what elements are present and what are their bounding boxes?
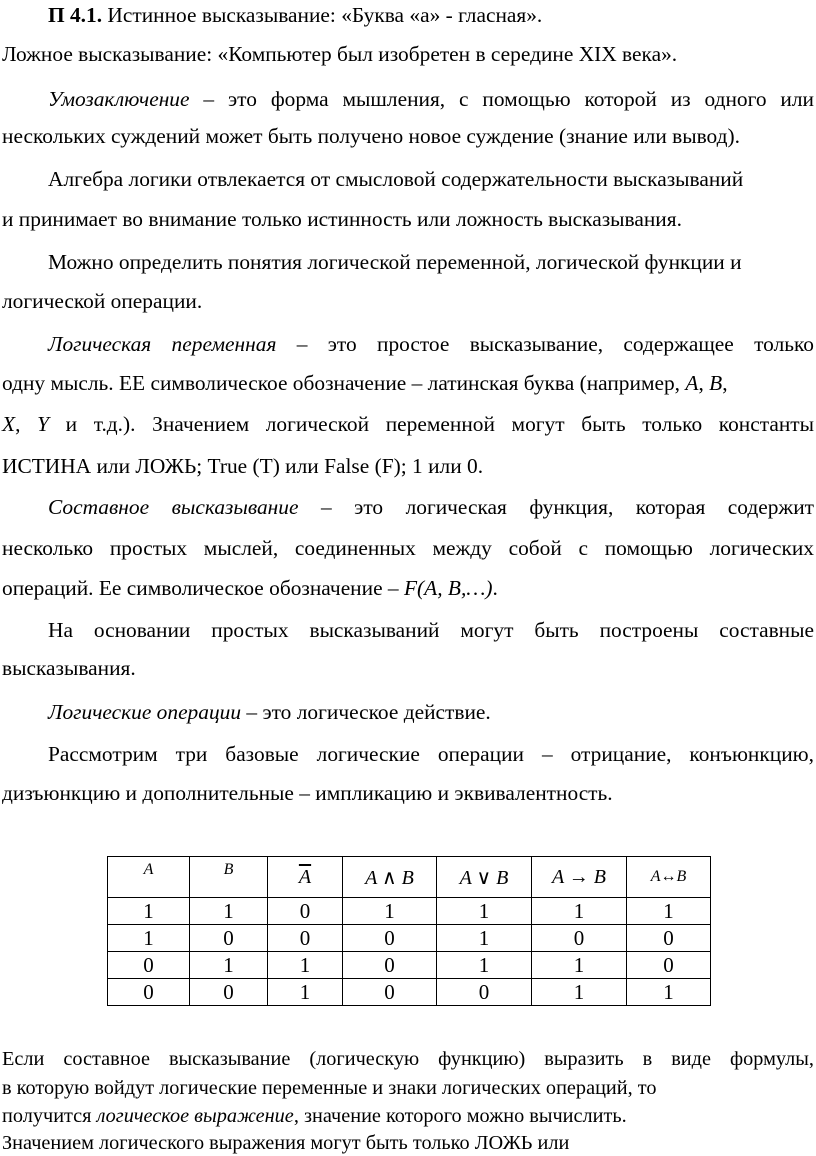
variable-text-1: – это простое высказывание, содержащее только — [276, 332, 814, 356]
term-compound-statement: Составное высказывание — [48, 495, 299, 519]
table-cell: 1 — [190, 952, 268, 979]
header-not-a — [268, 857, 343, 898]
variable-text-3: и т.д.). Значением логической переменной могут быть только константы — [48, 412, 815, 436]
table-row — [108, 925, 711, 952]
table-cell: 1 — [437, 952, 532, 979]
table-cell: 0 — [627, 925, 711, 952]
paragraph-inference-line-1 — [48, 86, 814, 112]
paragraph-definitions-line-2: логической операции. — [2, 289, 203, 313]
term-logical-variable: Логическая переменная — [48, 332, 277, 356]
table-cell: 0 — [627, 952, 711, 979]
compound-text-end: . — [492, 576, 498, 600]
table-row — [108, 898, 711, 925]
function-formula: F(A, B,…) — [403, 576, 493, 600]
table-cell: 1 — [268, 979, 343, 1006]
table-cell: 1 — [343, 898, 437, 925]
bottom-paragraph-line-3 — [2, 1103, 814, 1129]
not-a-label: $\overline{A}$ — [298, 865, 312, 888]
paragraph-operations — [48, 699, 491, 725]
table-cell: 1 — [268, 952, 343, 979]
paragraph-compound-line-3 — [2, 575, 498, 601]
table-cell: 1 — [437, 925, 532, 952]
compound-text-1: – это логическая функция, которая содержит — [298, 495, 814, 519]
var-y: Y — [37, 412, 49, 436]
term-logical-expression: логическое выражение — [96, 1105, 294, 1127]
sep-2: , — [722, 371, 728, 395]
variable-text-2: одну мысль. ЕЕ символическое обозначение – латинская буква (например, — [2, 371, 686, 395]
header-a: A — [108, 857, 190, 898]
paragraph-consider-line-1: Рассмотрим три базовые логические операции – отрицание, конъюнкцию, — [48, 742, 814, 766]
paragraph-algebra-line-1: Алгебра логики отвлекается от смысловой содержательности высказываний — [48, 167, 744, 191]
bottom-paragraph-line-2: в которую войдут логические переменные и знаки логических операций, то — [2, 1077, 657, 1099]
header-implication: A → B — [532, 857, 627, 898]
var-x: X — [2, 412, 16, 436]
table-cell: 0 — [343, 952, 437, 979]
table-cell: 0 — [108, 952, 190, 979]
term-inference: Умозаключение — [48, 87, 190, 111]
table-cell: 0 — [268, 925, 343, 952]
true-statement-text: Истинное высказывание: «Буква «а» - гласная». — [102, 3, 543, 27]
table-cell: 0 — [190, 979, 268, 1006]
table-header-row — [108, 857, 711, 898]
table-cell: 1 — [108, 925, 190, 952]
paragraph-basis-line-2: высказывания. — [2, 656, 136, 680]
sep-1: , — [698, 371, 710, 395]
table-cell: 1 — [627, 979, 711, 1006]
paragraph-basis-line-1: На основании простых высказываний могут быть построены составные — [48, 618, 814, 642]
sep-3: , — [15, 412, 38, 436]
table-cell: 0 — [532, 925, 627, 952]
table-cell: 1 — [190, 898, 268, 925]
paragraph-variable-line-4: ИСТИНА или ЛОЖЬ; True (T) или False (F); 1 или 0. — [2, 454, 484, 478]
paragraph-variable-line-1 — [48, 331, 814, 357]
bottom-text-3b: , значение которого можно вычислить. — [293, 1105, 627, 1127]
var-b: B — [709, 371, 723, 395]
paragraph-compound-line-2: несколько простых мыслей, соединенных между собой с помощью логических — [2, 536, 814, 560]
operations-text: – это логическое действие. — [241, 700, 491, 724]
var-a: A — [685, 371, 699, 395]
compound-text-3: операций. Ее символическое обозначение – — [2, 576, 404, 600]
table-cell: 1 — [532, 898, 627, 925]
paragraph-variable-line-2 — [2, 370, 728, 396]
bottom-paragraph-line-4: Значением логического выражения могут быть только ЛОЖЬ или — [2, 1132, 570, 1154]
table-cell: 0 — [437, 979, 532, 1006]
header-conjunction: A ∧ B — [343, 857, 437, 898]
table-cell: 1 — [532, 979, 627, 1006]
table-cell: 0 — [190, 925, 268, 952]
paragraph-example-true — [48, 2, 542, 28]
truth-table — [107, 856, 711, 1006]
header-equivalence: A↔B — [627, 857, 711, 898]
paragraph-algebra-line-2: и принимает во внимание только истинность или ложность высказывания. — [2, 207, 682, 231]
table-cell: 1 — [108, 898, 190, 925]
table-cell: 0 — [343, 979, 437, 1006]
table-cell: 1 — [532, 952, 627, 979]
paragraph-definitions-line-1: Можно определить понятия логической переменной, логической функции и — [48, 250, 742, 274]
table-row — [108, 979, 711, 1006]
paragraph-variable-line-3 — [2, 411, 814, 437]
paragraph-consider-line-2: дизъюнкцию и дополнительные – импликацию и эквивалентность. — [2, 781, 613, 805]
term-logical-operations: Логические операции — [48, 700, 242, 724]
bottom-text-3a: получится — [2, 1105, 97, 1127]
paragraph-compound-line-1 — [48, 494, 814, 520]
example-label: П 4.1. — [48, 3, 103, 27]
header-disjunction: A ∨ B — [437, 857, 532, 898]
table-cell: 0 — [268, 898, 343, 925]
header-b: B — [190, 857, 268, 898]
bottom-paragraph-line-1: Если составное высказывание (логическую функцию) выразить в виде формулы, — [2, 1048, 814, 1070]
table-cell: 1 — [627, 898, 711, 925]
table-row — [108, 952, 711, 979]
inference-text-1: – это форма мышления, с помощью которой из одного или — [189, 87, 814, 111]
paragraph-inference-line-2: нескольких суждений может быть получено новое суждение (знание или вывод). — [2, 124, 740, 148]
table-cell: 0 — [108, 979, 190, 1006]
paragraph-example-false: Ложное высказывание: «Компьютер был изобретен в середине XIX века». — [2, 42, 678, 66]
table-cell: 0 — [343, 925, 437, 952]
table-cell: 1 — [437, 898, 532, 925]
